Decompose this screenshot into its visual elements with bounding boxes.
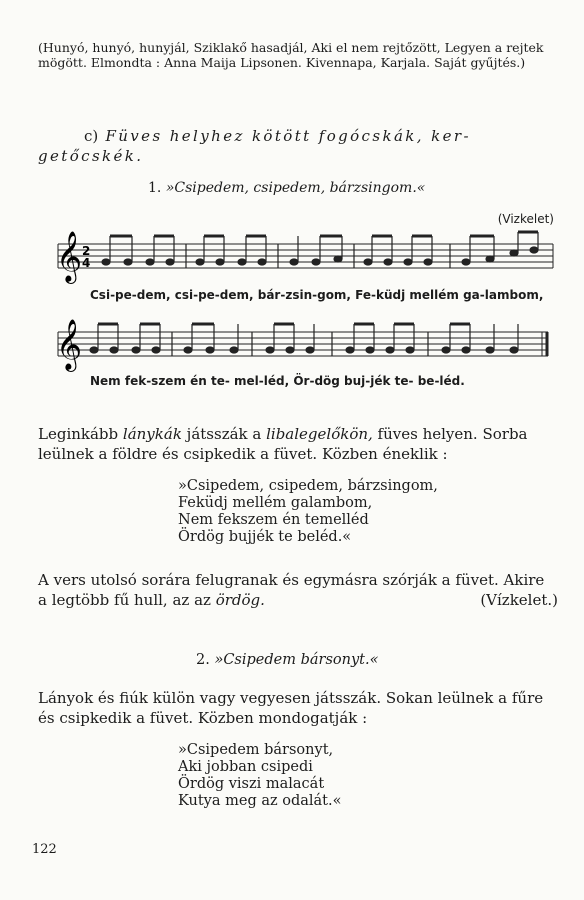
poem1-line: Feküdj mellém galambom, [178,495,373,511]
song1-name: »Csipedem, csipedem, bárzsingom.« [165,180,426,196]
song1-source: (Vizkelet) [497,212,554,226]
music-staff-2 [38,310,558,372]
para2-source: (Vízkelet.) [480,591,558,609]
song2-title [196,652,378,668]
section-label: c) [84,127,99,145]
para1-text-a: Leginkább [38,425,123,443]
song1-lyrics-line2: Nem fek-szem én te- mel-léd, Ör-dög buj-jék te- be-léd. [90,374,465,388]
source-note: (Hunyó, hunyó, hunyjál, Sziklakő hasadjál, Aki el nem rejtőzött, Legyen a rejtek mögött. Elmondta : Anna Maija Lipsonen. Kivennapa, Karjala. Saját gyűjtés.) [38,40,544,70]
paragraph-3: Lányok és fiúk külön vagy vegyesen játsszák. Sokan leülnek a fűre és csipkedik a füvet. Közben mondogatják : [38,689,544,727]
song2-number: 2. [196,652,210,668]
svg-text:4: 4 [82,256,91,270]
song1-number: 1. [148,180,162,196]
poem1-line: Ördög bujjék te beléd.« [178,529,352,545]
section-heading [38,126,558,166]
para1-text-c: füves helyen. Sorba leülnek a földre és csipkedik a füvet. Közben éneklik : [38,425,528,463]
para2-line2 [38,590,558,610]
treble-clef-icon: 𝄞 [56,319,83,370]
treble-clef-icon: 𝄞 [56,231,83,282]
para2-text: a legtöbb fű hull, az az [38,591,216,609]
page-number: 122 [32,842,57,857]
para1-text-b: játsszák a [181,425,267,443]
section-title-line1: Füves helyhez kötött fogócskák, ker- [105,127,471,145]
para2-italic: ördög. [215,591,265,609]
poem-2 [178,742,538,810]
poem2-line: Aki jobban csipedi [178,759,313,775]
song1-title [148,180,425,196]
section-title-line2: getőcskék. [38,147,144,165]
poem2-line: »Csipedem bársonyt, [178,742,334,758]
song1-lyrics-line1: Csi-pe-dem, csi-pe-dem, bár-zsin-gom, Fe-küdj mellém ga-lambom, [90,288,544,302]
poem-1 [178,478,538,546]
poem1-line: Nem fekszem én temelléd [178,512,369,528]
paragraph-1 [38,424,558,464]
paragraph-2 [38,570,558,610]
svg-text:2: 2 [82,244,91,258]
para1-italic-a: lánykák [122,425,182,443]
music-staff-1 [38,222,558,284]
poem1-line: »Csipedem, csipedem, bárzsingom, [178,478,438,494]
para1-italic-b: libalegelőkön, [266,425,373,443]
para2-line1: A vers utolsó sorára felugranak és egymásra szórják a füvet. Akire [38,571,545,589]
poem2-line: Kutya meg az odalát.« [178,793,342,809]
song2-name: »Csipedem bársonyt.« [214,652,379,668]
poem2-line: Ördög viszi malacát [178,776,325,792]
